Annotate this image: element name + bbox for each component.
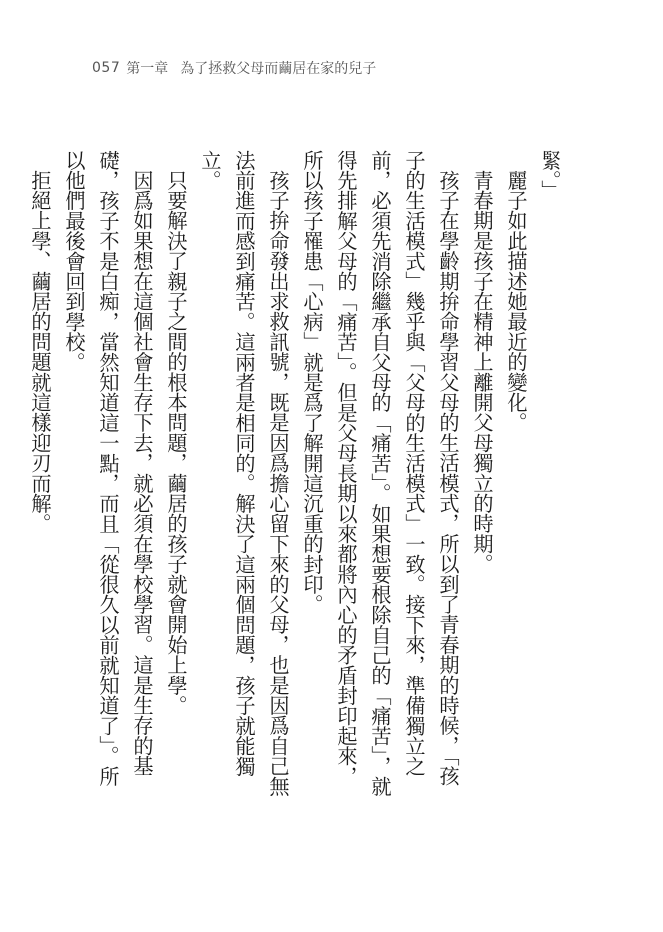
paragraph: 因爲如果想在這個社會生存下去，就必須在學校學習。這是生存的基礎，孩子不是白痴，當然知道這一點，而且「從很久以前就知道了」。所以他們最後會回到學校。 bbox=[62, 150, 154, 787]
paragraph: 青春期是孩子在精神上離開父母獨立的時期。 bbox=[470, 170, 494, 575]
running-header bbox=[92, 57, 376, 79]
paragraph: 孩子在學齡期拚命學習父母的生活模式，所以到了青春期的時候，「孩子的生活模式」幾乎與「父母的生活模式」一致。接下來，準備獨立之前，必須先消除繼承自父母的「痛苦」。如果想要根除自己的「痛苦」，就得先排解父母的「痛苦」。但是父母長期以來都將內心的矛盾封印起來，所以孩子罹患「心病」就是爲了解開這沉重的封印。 bbox=[300, 150, 460, 797]
paragraph: 只要解決了親子之間的根本問題，繭居的孩子就會開始上學。 bbox=[164, 170, 188, 716]
page-number: 057 bbox=[92, 60, 121, 76]
paragraph: 孩子拚命發出求救訊號，既是因爲擔心留下來的父母，也是因爲自己無法前進而感到痛苦。這兩者是相同的。解決了這兩個問題，孩子就能獨立。 bbox=[198, 150, 290, 797]
paragraph: 拒絕上學、繭居的問題就這樣迎刃而解。 bbox=[28, 170, 52, 534]
paragraph: 麗子如此描述她最近的變化。 bbox=[504, 170, 528, 433]
chapter-title: 為了拯救父母而繭居在家的兒子 bbox=[180, 61, 377, 77]
paragraph-continuation: 緊。」 bbox=[538, 150, 562, 201]
vertical-body-text bbox=[23, 150, 567, 800]
chapter-label: 第一章 bbox=[126, 61, 169, 77]
